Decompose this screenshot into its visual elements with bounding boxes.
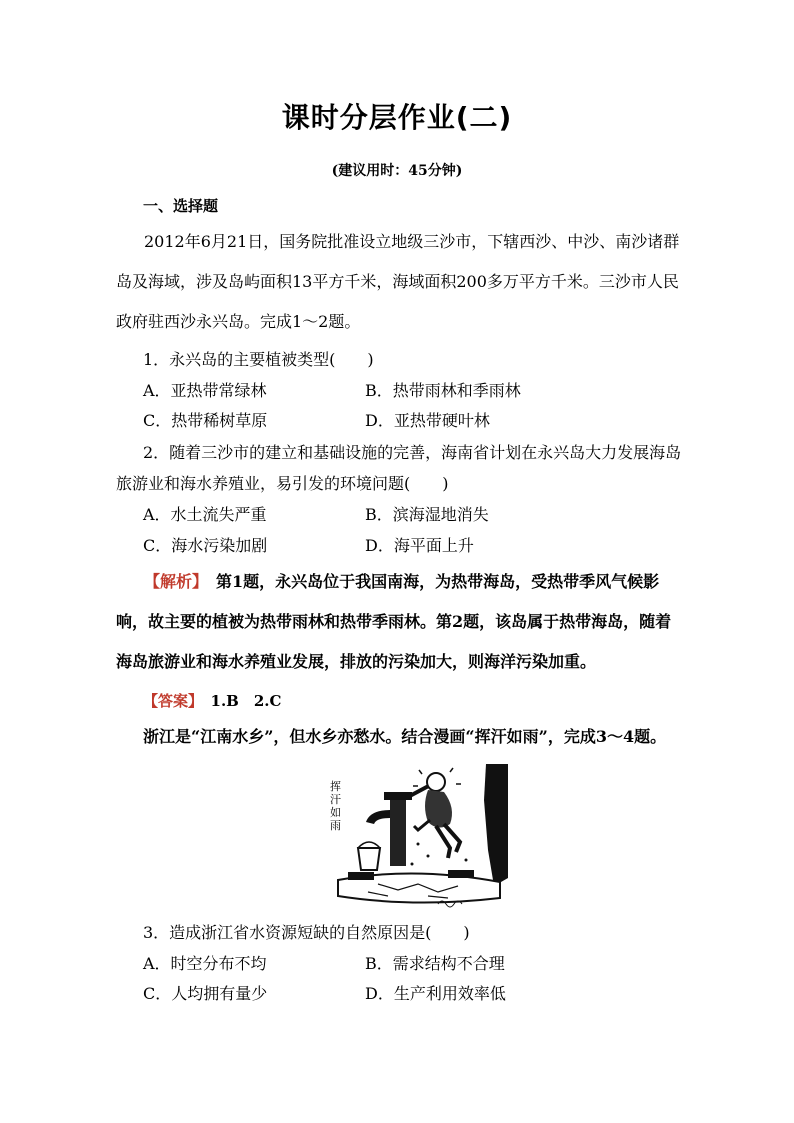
question-1-option-b[interactable]: B．热带雨林和季雨林 <box>365 381 521 400</box>
suggested-time: (建议用时：45分钟) <box>331 163 463 179</box>
cartoon-caption-char: 如 <box>330 806 341 819</box>
answer-line <box>143 690 281 711</box>
question-3-option-a[interactable]: A．时空分布不均 <box>143 954 267 973</box>
cartoon-caption-char: 挥 <box>330 780 341 793</box>
cartoon-caption-char: 雨 <box>330 819 341 832</box>
question-3-option-b[interactable]: B．需求结构不合理 <box>365 954 505 973</box>
intro-line: 岛及海域，涉及岛屿面积13平方千米，海域面积200多万平方千米。三沙市人民 <box>116 272 679 291</box>
question-2-option-a[interactable]: A．水土流失严重 <box>143 505 267 524</box>
question-3-option-c[interactable]: C．人均拥有量少 <box>143 984 268 1003</box>
question-1-option-c[interactable]: C．热带稀树草原 <box>143 411 268 430</box>
question-2-option-b[interactable]: B．滨海湿地消失 <box>365 505 489 524</box>
intro-2-paragraph: 浙江是“江南水乡”，但水乡亦愁水。结合漫画“挥汗如雨”，完成3～4题。 <box>143 727 667 746</box>
intro-line: 政府驻西沙永兴岛。完成1～2题。 <box>116 312 361 331</box>
intro-line: 2012年6月21日，国务院批准设立地级三沙市，下辖西沙、中沙、南沙诸群 <box>144 232 680 251</box>
question-3-option-d[interactable]: D．生产利用效率低 <box>365 984 506 1003</box>
cartoon-caption-char: 汗 <box>330 793 341 806</box>
question-1-option-a[interactable]: A．亚热带常绿林 <box>143 381 267 400</box>
section-heading: 一、选择题 <box>143 197 219 215</box>
analysis-line-1: 【解析】 第1题，永兴岛位于我国南海，为热带海岛，受热带季风气候影 <box>144 572 660 591</box>
analysis-line: 海岛旅游业和海水养殖业发展，排放的污染加大，则海洋污染加重。 <box>116 652 597 671</box>
analysis-tag: 【解析】 <box>144 572 201 591</box>
analysis-paragraph <box>116 562 680 682</box>
question-2-option-d[interactable]: D．海平面上升 <box>365 536 474 555</box>
question-2-stem-line: 旅游业和海水养殖业，易引发的环境问题( ) <box>116 474 449 493</box>
answer-text: 1.B 2.C <box>195 692 282 710</box>
question-2-stem-line: 2．随着三沙市的建立和基础设施的完善，海南省计划在永兴岛大力发展海岛 <box>143 443 682 462</box>
answer-tag: 【答案】 <box>143 692 196 710</box>
question-3-stem: 3．造成浙江省水资源短缺的自然原因是( ) <box>143 923 470 942</box>
page-title: 课时分层作业(二) <box>281 101 513 134</box>
question-1-option-d[interactable]: D．亚热带硬叶林 <box>365 411 490 430</box>
intro-paragraph <box>116 222 680 342</box>
analysis-line: 响，故主要的植被为热带雨林和热带季雨林。第2题，该岛属于热带海岛，随着 <box>116 612 672 631</box>
question-2-option-c[interactable]: C．海水污染加剧 <box>143 536 268 555</box>
cartoon-illustration <box>318 760 510 910</box>
question-1-stem: 1．永兴岛的主要植被类型( ) <box>143 350 374 369</box>
